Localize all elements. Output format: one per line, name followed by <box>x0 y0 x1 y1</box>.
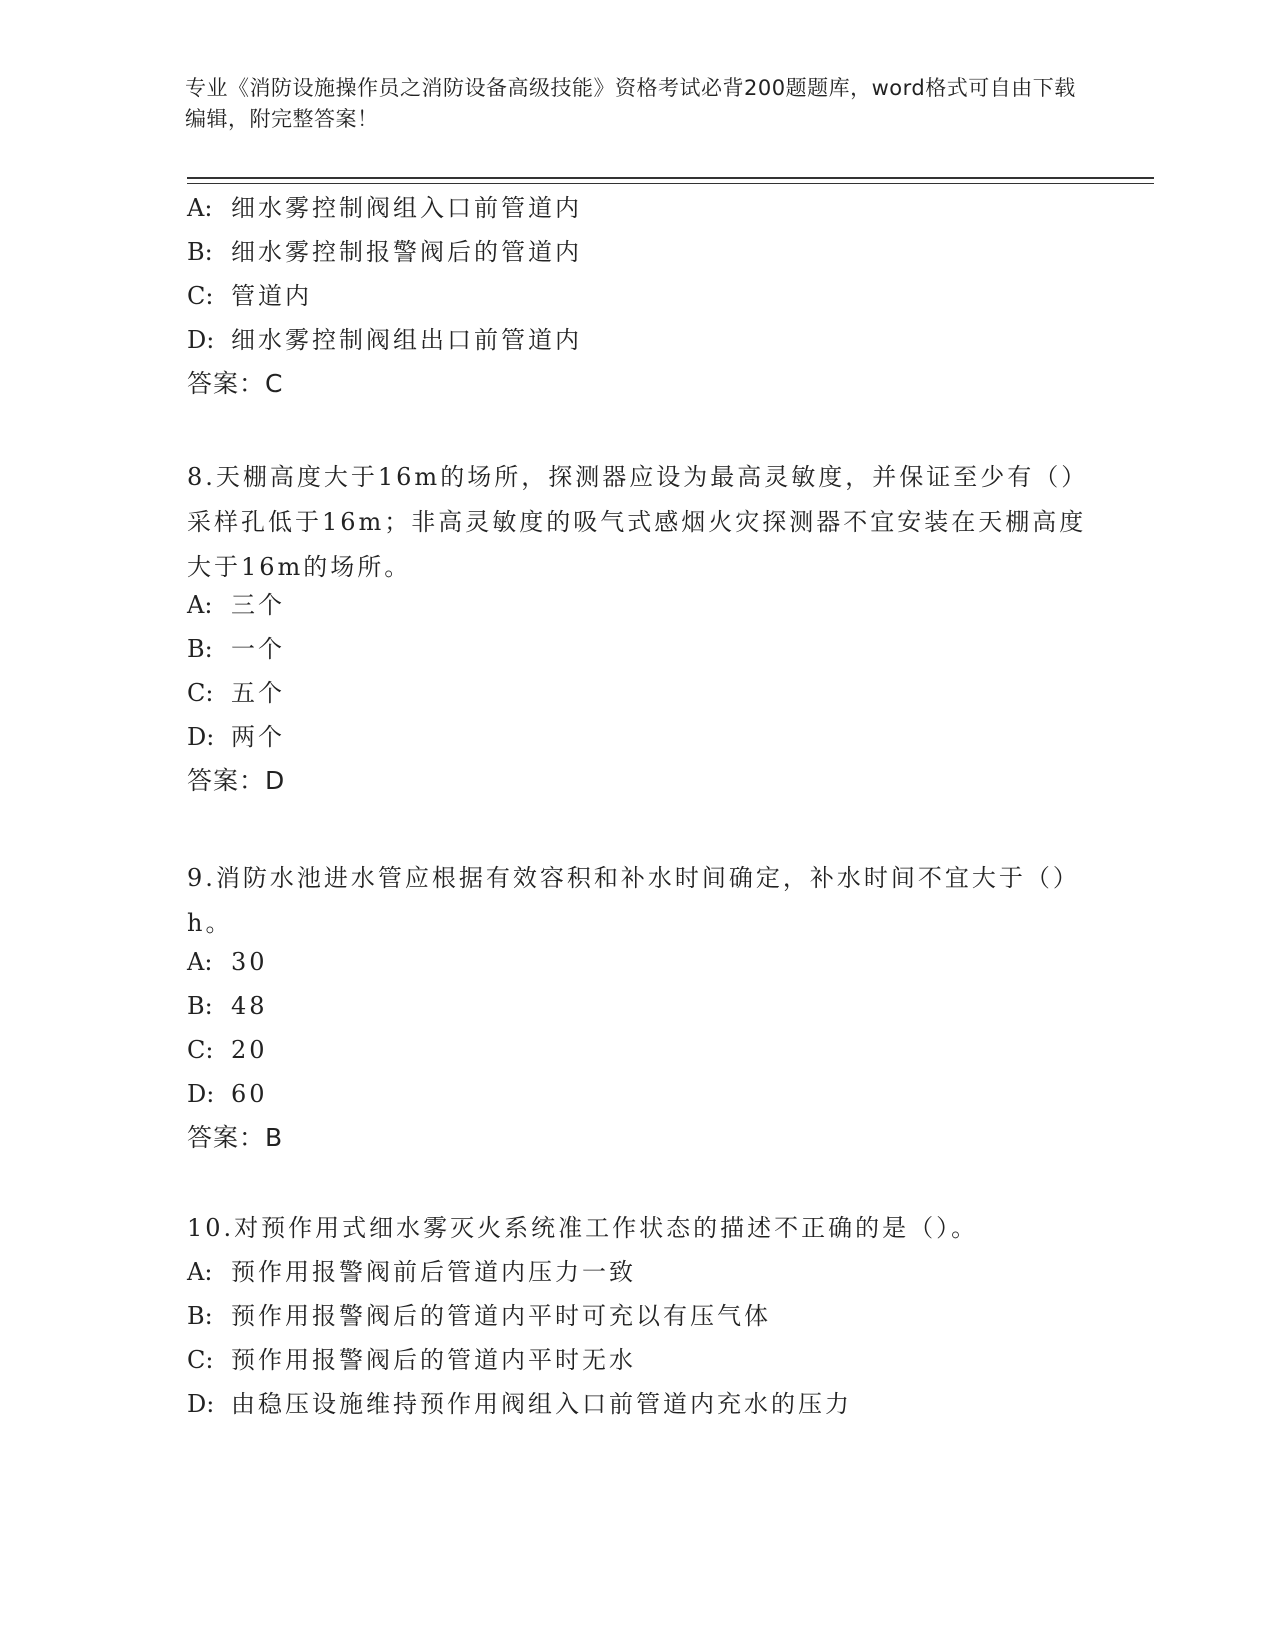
q8-option-b <box>187 634 285 664</box>
option-letter: C: <box>187 282 214 310</box>
option-letter: B: <box>187 635 213 663</box>
q10-option-d <box>187 1389 852 1419</box>
q8-answer: 答案：D <box>187 766 286 795</box>
option-letter: D: <box>187 326 215 354</box>
option-text: 20 <box>231 1036 268 1064</box>
q7-option-d <box>187 325 582 355</box>
q10-question: 10.对预作用式细水雾灭火系统准工作状态的描述不正确的是（）。 <box>187 1214 979 1242</box>
option-text: 一个 <box>231 635 285 663</box>
option-text: 30 <box>231 948 268 976</box>
option-text: 48 <box>231 992 268 1020</box>
option-text: 管道内 <box>231 282 312 310</box>
option-text: 预作用报警阀后的管道内平时无水 <box>231 1346 636 1374</box>
q10-option-b <box>187 1301 771 1331</box>
option-letter: A: <box>187 1258 213 1286</box>
q10-option-c <box>187 1345 636 1375</box>
q9-answer: 答案：B <box>187 1123 284 1152</box>
q8-question: 8.天棚高度大于16m的场所，探测器应设为最高灵敏度，并保证至少有（）采样孔低于16m；非高灵敏度的吸气式感烟火灾探测器不宜安装在天棚高度大于16m的场所。 <box>187 463 1087 581</box>
q9-question: 9.消防水池进水管应根据有效容积和补水时间确定，补水时间不宜大于（）h。 <box>187 864 1080 937</box>
q9-option-c <box>187 1035 268 1065</box>
q7-option-a <box>187 193 582 223</box>
header-divider-thin <box>187 183 1154 184</box>
option-text: 预作用报警阀前后管道内压力一致 <box>231 1258 636 1286</box>
option-letter: B: <box>187 1302 213 1330</box>
option-text: 由稳压设施维持预作用阀组入口前管道内充水的压力 <box>231 1390 852 1418</box>
option-letter: B: <box>187 992 213 1020</box>
option-text: 60 <box>231 1080 268 1108</box>
option-text: 细水雾控制报警阀后的管道内 <box>231 238 582 266</box>
header-divider-thick <box>187 177 1154 179</box>
option-text: 五个 <box>231 679 285 707</box>
option-text: 三个 <box>231 591 285 619</box>
option-letter: C: <box>187 679 214 707</box>
option-letter: C: <box>187 1036 214 1064</box>
option-letter: A: <box>187 591 213 619</box>
q10-option-a <box>187 1257 636 1287</box>
document-header: 专业《消防设施操作员之消防设备高级技能》资格考试必背200题题库，word格式可自由下载编辑，附完整答案！ <box>185 76 1076 131</box>
option-letter: D: <box>187 1390 215 1418</box>
option-letter: B: <box>187 238 213 266</box>
option-letter: A: <box>187 948 213 976</box>
option-letter: C: <box>187 1346 214 1374</box>
option-text: 两个 <box>231 723 285 751</box>
q7-answer: 答案：C <box>187 369 284 398</box>
q9-option-d <box>187 1079 268 1109</box>
q9-option-b <box>187 991 268 1021</box>
option-letter: D: <box>187 723 215 751</box>
q9-option-a <box>187 947 268 977</box>
q7-option-c <box>187 281 312 311</box>
option-text: 预作用报警阀后的管道内平时可充以有压气体 <box>231 1302 771 1330</box>
option-letter: D: <box>187 1080 215 1108</box>
option-letter: A: <box>187 194 213 222</box>
q7-option-b <box>187 237 582 267</box>
q8-option-a <box>187 590 285 620</box>
q8-option-d <box>187 722 285 752</box>
option-text: 细水雾控制阀组入口前管道内 <box>231 194 582 222</box>
q8-option-c <box>187 678 285 708</box>
option-text: 细水雾控制阀组出口前管道内 <box>231 326 582 354</box>
